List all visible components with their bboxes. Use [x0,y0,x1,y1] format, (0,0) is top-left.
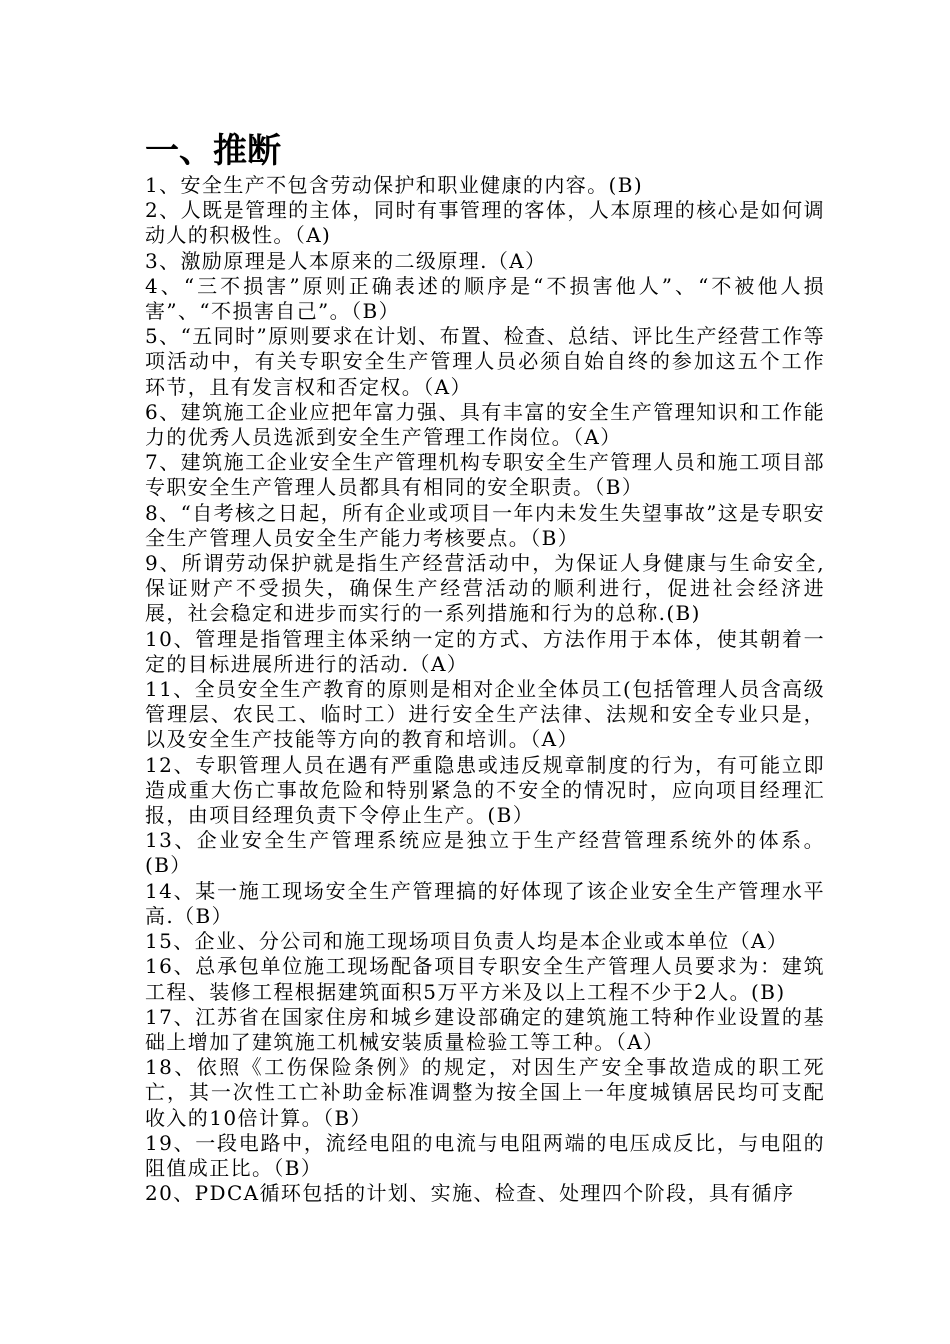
question-item: 15、企业、分公司和施工现场项目负责人均是本企业或本单位（A） [145,929,789,954]
question-item: 17、江苏省在国家住房和城乡建设部确定的建筑施工特种作业设置的基础上增加了建筑施工机械安装质量检验工等工种。（A） [145,1004,825,1054]
question-item: 11、全员安全生产教育的原则是相对企业全体员工(包括管理人员含高级管理层、农民工、临时工）进行安全生产法律、法规和安全专业只是，以及安全生产技能等方向的教育和培训。（A） [145,677,825,752]
question-item: 5、“五同时”原则要求在计划、布置、检查、总结、评比生产经营工作等项活动中，有关专职安全生产管理人员必须自始自终的参加这五个工作环节，且有发言权和否定权。（A） [145,324,825,399]
question-item: 12、专职管理人员在遇有严重隐患或违反规章制度的行为，有可能立即造成重大伤亡事故危险和特别紧急的不安全的情况时，应向项目经理汇报，由项目经理负责下令停止生产。(B） [145,752,825,828]
question-item: 8、“自考核之日起，所有企业或项目一年内未发生失望事故”这是专职安全生产管理人员安全生产能力考核要点。（B） [145,500,825,550]
question-item: 13、企业安全生产管理系统应是独立于生产经营管理系统外的体系。(B） [145,828,825,878]
question-item: 10、管理是指管理主体采纳一定的方式、方法作用于本体，使其朝着一定的目标进展所进行的活动.（A） [145,626,825,676]
question-item: 2、人既是管理的主体，同时有事管理的客体，人本原理的核心是如何调动人的积极性。（A) [145,198,825,248]
question-item: 20、PDCA循环包括的计划、实施、检查、处理四个阶段，具有循序 [145,1181,795,1206]
question-item: 16、总承包单位施工现场配备项目专职安全生产管理人员要求为：建筑工程、装修工程根据建筑面积5万平方米及以上工程不少于2人。(B) [145,954,825,1004]
question-item: 18、依照《工伤保险条例》的规定，对因生产安全事故造成的职工死亡，其一次性工亡补助金标准调整为按全国上一年度城镇居民均可支配收入的10倍计算。（B） [145,1055,825,1130]
question-item: 6、建筑施工企业应把年富力强、具有丰富的安全生产管理知识和工作能力的优秀人员选派到安全生产管理工作岗位。（A） [145,399,825,450]
question-item: 3、激励原理是人本原来的二级原理.（A） [145,248,547,273]
section-title: 一、推断 [145,131,281,171]
question-item: 9、所谓劳动保护就是指生产经营活动中，为保证人身健康与生命安全,保证财产不受损失，确保生产经营活动的顺利进行，促进社会经济进展，社会稳定和进步而实行的一系列措施和行为的总称.(B) [145,551,825,626]
question-item: 14、某一施工现场安全生产管理搞的好体现了该企业安全生产管理水平高.（B） [145,878,825,928]
question-item: 7、建筑施工企业安全生产管理机构专职安全生产管理人员和施工项目部专职安全生产管理人员都具有相同的安全职责。（B） [145,450,825,500]
question-item: 19、一段电路中，流经电阻的电流与电阻两端的电压成反比，与电阻的阻值成正比。（B） [145,1130,825,1180]
question-item: 4、“三不损害”原则正确表述的顺序是“不损害他人”、“不被他人损害”、“不损害自己”。（B） [145,273,825,324]
question-item: 1、安全生产不包含劳动保护和职业健康的内容。(B) [145,173,644,197]
question-list [145,173,825,1206]
